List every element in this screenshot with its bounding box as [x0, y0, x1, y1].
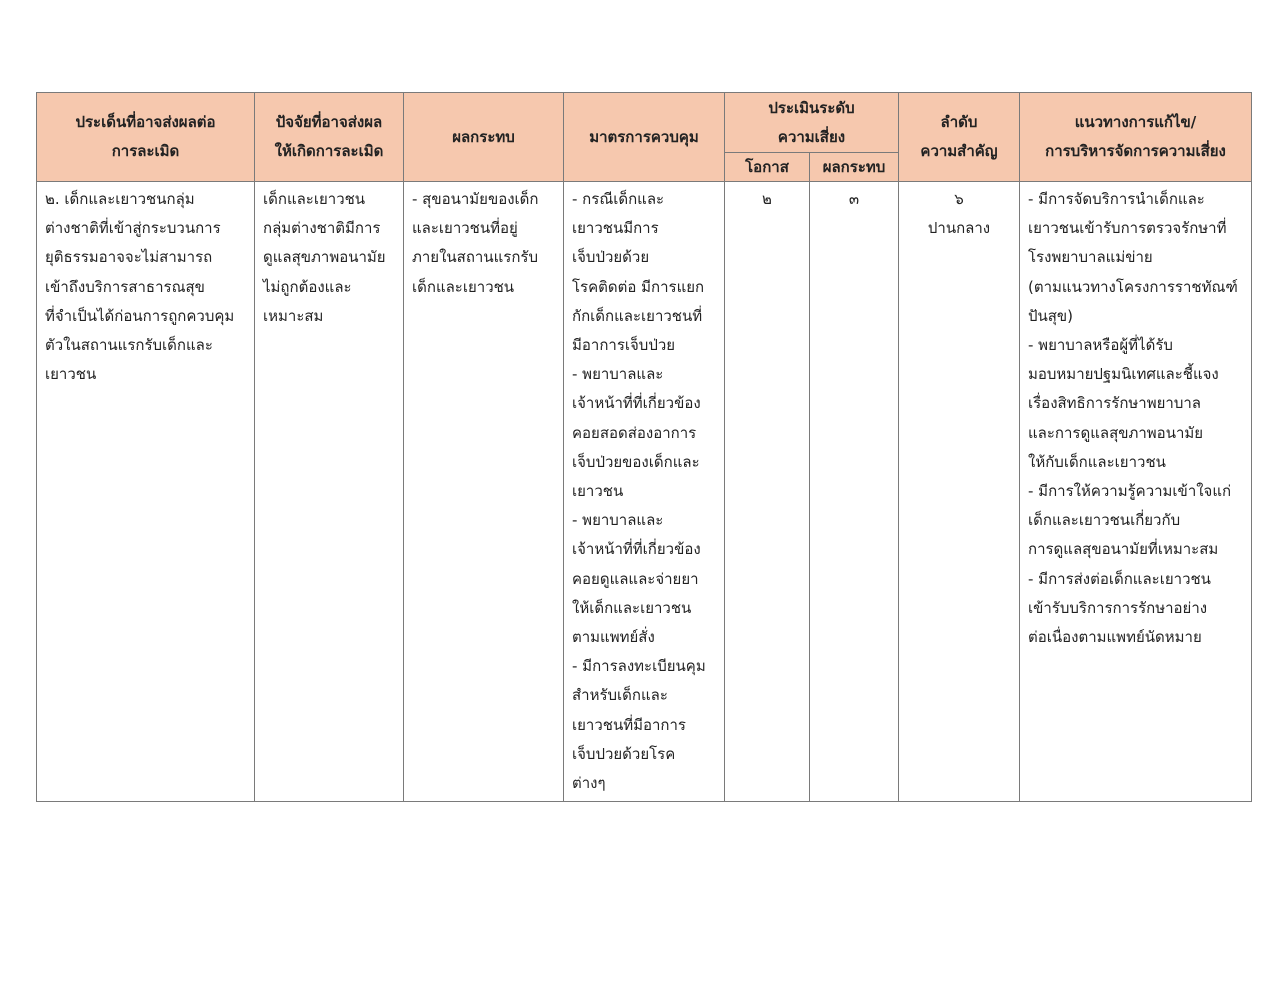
- cell-line: - สุขอนามัยของเด็ก: [412, 190, 539, 208]
- cell-line: มีอาการเจ็บป่วย: [572, 336, 676, 355]
- cell-line: เจ้าหน้าที่ที่เกี่ยวข้อง: [572, 540, 701, 559]
- cell-line: - กรณีเด็กและ: [572, 190, 665, 208]
- cell-line: - พยาบาลและ: [572, 511, 664, 530]
- cell-line: ภายในสถานแรกรับ: [412, 248, 538, 267]
- cell-line: เยาวชนเข้ารับการตรวจรักษาที่: [1028, 219, 1227, 238]
- cell-line: กลุ่มต่างชาติมีการ: [263, 219, 381, 238]
- cell-line: โรงพยาบาลแม่ข่าย: [1028, 248, 1153, 267]
- cell-line: คอยดูแลและจ่ายยา: [572, 569, 699, 588]
- cell-line: กักเด็กและเยาวชนที่: [572, 306, 703, 325]
- cell-line: - มีการส่งต่อเด็กและเยาวชน: [1028, 569, 1211, 588]
- cell-line: ให้เด็กและเยาวชน: [572, 598, 692, 617]
- cell-line: เจ็บป่วยด้วย: [572, 248, 650, 267]
- table-row: [37, 182, 1252, 802]
- cell-line: - มีการให้ความรู้ความเข้าใจแก่: [1028, 482, 1232, 501]
- cell-line: ปันสุข): [1028, 306, 1074, 325]
- cell-solution: [1020, 182, 1252, 802]
- cell-line: เยาวชนที่มีอาการ: [572, 715, 686, 734]
- cell-line: ๒. เด็กและเยาวชนกลุ่ม: [45, 190, 195, 208]
- cell-line: เด็กและเยาวชน: [263, 190, 366, 208]
- header-priority: ลำดับ ความสำคัญ: [899, 93, 1020, 182]
- header-control: มาตรการควบคุม: [564, 93, 725, 182]
- header-risk-assessment: ประเมินระดับ ความเสี่ยง: [725, 93, 899, 153]
- cell-priority: [899, 182, 1020, 802]
- cell-line: และเยาวชนที่อยู่: [412, 219, 518, 238]
- header-issue: ประเด็นที่อาจส่งผลต่อ การละเมิด: [37, 93, 255, 182]
- cell-line: เด็กและเยาวชน: [412, 277, 515, 296]
- cell-line: ตามแพทย์สั่ง: [572, 628, 655, 647]
- cell-line: - มีการลงทะเบียนคุม: [572, 657, 706, 676]
- cell-line: เยาวชนมีการ: [572, 219, 659, 238]
- cell-line: เยาวชน: [45, 365, 97, 384]
- header-likelihood: โอกาส: [725, 153, 810, 182]
- cell-line: โรคติดต่อ มีการแยก: [572, 277, 705, 296]
- risk-assessment-table: [36, 92, 1252, 802]
- cell-line: เจ้าหน้าที่ที่เกี่ยวข้อง: [572, 394, 701, 413]
- cell-impact: [404, 182, 564, 802]
- cell-line: เข้ารับบริการการรักษาอย่าง: [1028, 598, 1208, 617]
- cell-line: ดูแลสุขภาพอนามัย: [263, 248, 386, 267]
- header-factor: ปัจจัยที่อาจส่งผล ให้เกิดการละเมิด: [255, 93, 404, 182]
- cell-likelihood: ๒: [725, 182, 810, 802]
- cell-line: เจ็บป่วยของเด็กและ: [572, 452, 700, 471]
- cell-line: มอบหมายปฐมนิเทศและชี้แจง: [1028, 365, 1219, 384]
- cell-line: ปานกลาง: [927, 219, 991, 238]
- header-impact: ผลกระทบ: [404, 93, 564, 182]
- cell-line: คอยสอดส่องอาการ: [572, 423, 697, 442]
- cell-control: [564, 182, 725, 802]
- cell-line: การดูแลสุขอนามัยที่เหมาะสม: [1028, 540, 1219, 559]
- cell-line: ที่จำเป็นได้ก่อนการถูกควบคุม: [45, 306, 235, 325]
- cell-line: ให้กับเด็กและเยาวชน: [1028, 452, 1166, 471]
- cell-issue: [37, 182, 255, 802]
- cell-line: ตัวในสถานแรกรับเด็กและ: [45, 336, 213, 355]
- cell-line: (ตามแนวทางโครงการราชทัณฑ์: [1028, 277, 1238, 296]
- cell-line: - พยาบาลและ: [572, 365, 664, 384]
- cell-line: ยุติธรรมอาจจะไม่สามารถ: [45, 248, 213, 267]
- cell-line: ต่างๆ: [572, 774, 606, 793]
- cell-line: ไม่ถูกต้องและ: [263, 277, 352, 296]
- cell-line: - มีการจัดบริการนำเด็กและ: [1028, 190, 1205, 208]
- cell-line: เด็กและเยาวชนเกี่ยวกับ: [1028, 511, 1181, 530]
- cell-line: เจ็บปวยด้วยโรค: [572, 744, 676, 763]
- cell-line: เรื่องสิทธิการรักษาพยาบาล: [1028, 394, 1201, 413]
- cell-risk-impact: ๓: [810, 182, 899, 802]
- cell-line: - พยาบาลหรือผู้ที่ได้รับ: [1028, 336, 1173, 355]
- header-risk-impact: ผลกระทบ: [810, 153, 899, 182]
- cell-line: สำหรับเด็กและ: [572, 686, 668, 705]
- cell-line: เยาวชน: [572, 482, 624, 501]
- cell-line: ๖: [954, 190, 964, 208]
- header-solution: แนวทางการแก้ไข/ การบริหารจัดการความเสี่ยง: [1020, 93, 1252, 182]
- cell-line: ต่อเนื่องตามแพทย์นัดหมาย: [1028, 628, 1202, 647]
- cell-factor: [255, 182, 404, 802]
- cell-line: และการดูแลสุขภาพอนามัย: [1028, 423, 1204, 442]
- cell-line: เหมาะสม: [263, 306, 324, 325]
- cell-line: เข้าถึงบริการสาธารณสุข: [45, 277, 205, 296]
- cell-line: ต่างชาติที่เข้าสู่กระบวนการ: [45, 219, 221, 238]
